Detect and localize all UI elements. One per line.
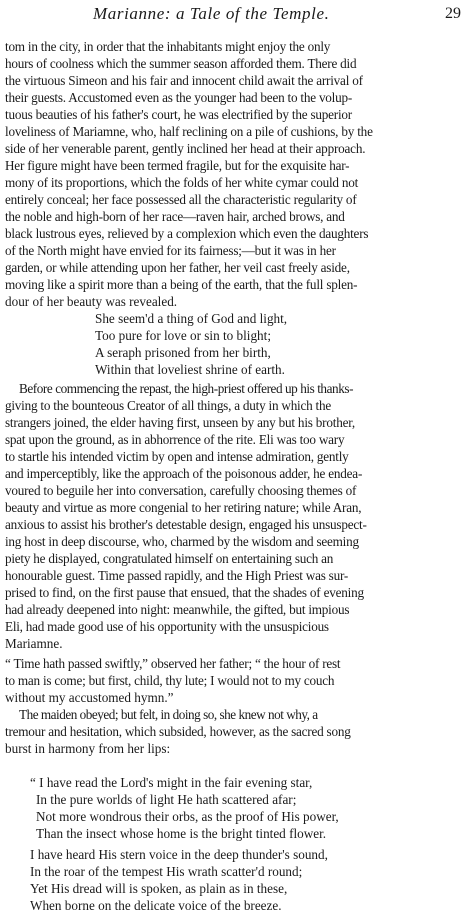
text-line: beauty and virtue as more congenial to her retiring nature; while Aran,: [5, 500, 362, 515]
text-line: Her figure might have been termed fragile, but for the exquisite har-: [5, 158, 350, 173]
text-line: side of her venerable parent, gently inclined her head at their approach.: [5, 141, 366, 156]
text-line: tremour and hesitation, which subsided, however, as the sacred song: [5, 724, 351, 739]
verse-line: In the pure worlds of light He hath scattered afar;: [36, 792, 297, 807]
verse-line: I have heard His stern voice in the deep thunder's sound,: [30, 847, 328, 862]
page-number: 29: [445, 5, 461, 22]
text-line: Eli, had made good use of his opportunity with the unsuspicious: [5, 619, 329, 634]
text-line: and imperceptibly, like the approach of the poisonous adder, he endea-: [5, 466, 363, 481]
verse-line: Too pure for love or sin to blight;: [95, 328, 271, 343]
text-line: piety he displayed, congratulated himself on entertaining such an: [5, 551, 334, 566]
text-line: Mariamne.: [5, 636, 63, 651]
verse-line: Not more wondrous their orbs, as the proof of His power,: [36, 809, 339, 824]
text-line: the noble and high-born of her race—raven hair, arched brows, and: [5, 209, 345, 224]
text-line: tuous beauties of his father's court, he was electrified by the superior: [5, 107, 352, 122]
text-line: to startle his intended victim by open and intense admiration, gently: [5, 449, 349, 464]
text-line: entirely conceal; her face possessed all the characteristic regularity of: [5, 192, 357, 207]
text-line: to man is come; but first, child, thy lute; I would not to my couch: [5, 673, 335, 688]
text-line: moving like a spirit more than a being of the earth, that the full splen-: [5, 277, 358, 292]
text-line: hours of coolness which the summer season afforded them. There did: [5, 56, 357, 71]
text-line: Before commencing the repast, the high-priest offered up his thanks-: [19, 381, 354, 396]
text-line: mony of its proportions, which the folds of her white cymar could not: [5, 175, 359, 190]
text-line: strangers joined, the elder having first, unseen by any but his brother,: [5, 415, 355, 430]
verse-line: In the roar of the tempest His wrath scatter'd round;: [30, 864, 303, 879]
verse-line: A seraph prisoned from her birth,: [95, 345, 271, 360]
text-line: “ Time hath passed swiftly,” observed her father; “ the hour of rest: [5, 656, 341, 671]
verse-line: Yet His dread will is spoken, as plain as in these,: [30, 881, 288, 896]
text-line: the virtuous Simeon and his fair and innocent child await the arrival of: [5, 73, 363, 88]
text-line: black lustrous eyes, relieved by a complexion which even the daughters: [5, 226, 369, 241]
text-line: loveliness of Mariamne, who, half reclining on a pile of cushions, by the: [5, 124, 373, 139]
text-line: prised to find, on the first pause that ensued, that the shades of evening: [5, 585, 364, 600]
verse-line: “ I have read the Lord's might in the fair evening star,: [30, 775, 313, 790]
verse-line: Than the insect whose home is the bright tinted flower.: [36, 826, 327, 841]
text-line: dour of her beauty was revealed.: [5, 294, 178, 309]
verse-line: When borne on the delicate voice of the breeze.: [30, 898, 282, 913]
text-line: without my accustomed hymn.”: [5, 690, 174, 705]
text-line: tom in the city, in order that the inhabitants might enjoy the only: [5, 39, 331, 54]
text-line: ing host in deep discourse, who, charmed by the wisdom and seeming: [5, 534, 359, 549]
text-line: giving to the bounteous Creator of all things, a duty in which the: [5, 398, 331, 413]
text-line: honourable guest. Time passed rapidly, and the High Priest was sur-: [5, 568, 349, 583]
text-line: of the North might have envied for its fairness;—but it was in her: [5, 243, 336, 258]
running-title: Marianne: a Tale of the Temple.: [93, 4, 330, 23]
verse-line: Within that loveliest shrine of earth.: [95, 362, 285, 377]
text-line: voured to beguile her into conversation, carefully choosing themes of: [5, 483, 357, 498]
text-line: spat upon the ground, as in abhorrence of the rite. Eli was too wary: [5, 432, 345, 447]
text-line: burst in harmony from her lips:: [5, 741, 171, 756]
text-line: their guests. Accustomed even as the younger had been to the volup-: [5, 90, 353, 105]
text-line: garden, or while attending upon her father, her veil cast freely aside,: [5, 260, 350, 275]
verse-line: She seem'd a thing of God and light,: [95, 311, 288, 326]
text-line: anxious to assist his brother's detestable design, engaged his unsuspect-: [5, 517, 367, 532]
page-header: [0, 4, 475, 28]
text-line: had already deepened into night: meanwhile, the gifted, but impious: [5, 602, 350, 617]
text-line: The maiden obeyed; but felt, in doing so, she knew not why, a: [19, 707, 318, 722]
